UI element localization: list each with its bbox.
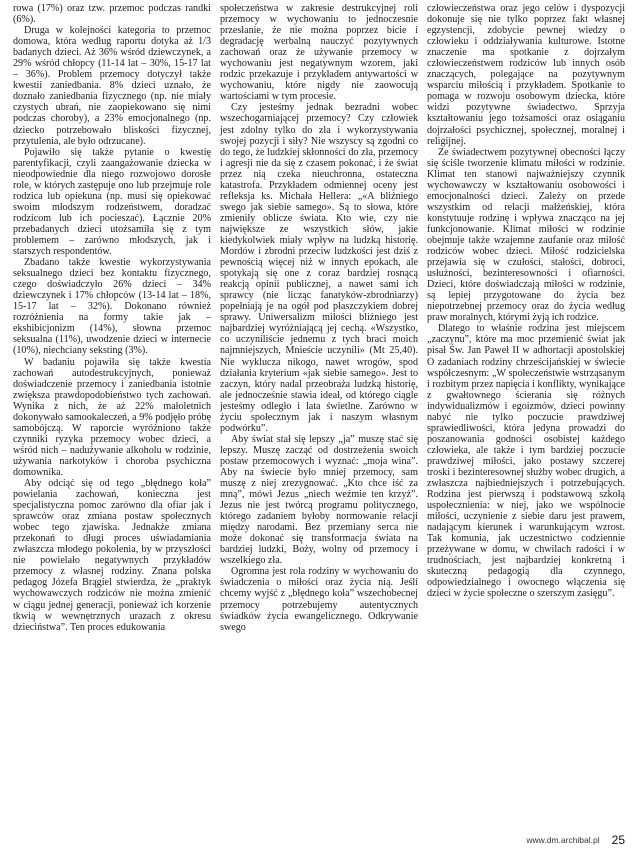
page-number: 25: [611, 833, 625, 847]
paragraph: społeczeństwa w zakresie destrukcyjnej roli przemocy w wychowaniu to jednoczesnie przesłanie, że nie można poprzez bicie i degradację werbalną nauczyć pozytywnych zachowań oraz że używanie przemocy w wychowaniu jest negatywnym wzorem, jaki rodzic przekazuje i przykładem antywartości w wychowaniu, które nigdy nie zaowocują wartościami w tym procesie.: [220, 3, 418, 103]
paragraph: Aby świat stał się lepszy „ja” muszę stać się lepszy. Muszę zacząć od dostrzeżenia swoich postaw przemocowych i wyznać: „moja wina”. Aby na świecie było mniej przemocy, sam muszę z niej zrezygnować. „Kto chce iść za mną”, mówi Jezus „niech weźmie ten krzyż”. Jezus nie jest twórcą programu politycznego, którego zadaniem byłoby normowanie relacji między narodami. Bez przemiany serca nie może dokonać się transformacja świata na bardziej ludzki, Boży, wolny od przemocy i wszelkiego zła.: [220, 433, 418, 567]
paragraph: Zbadano także kwestie wykorzystywania seksualnego dzieci bez kontaktu fizycznego, czego doświadczyło 26% dzieci – 34% dziewczynek i 17% chłopców (13-14 lat – 18%, 15-17 lat – 32%). Dokonano również rozróżnienia na formy takie jak – ekshibicjonizm (14%), słowna przemoc seksualna (11%), uwodzenie dzieci w internecie (10%), niechciany seksting (3%).: [13, 257, 211, 357]
footer-url[interactable]: www.dm.archibal.pl: [526, 835, 600, 845]
paragraph: rowa (17%) oraz tzw. przemoc podczas randki (6%).: [13, 3, 211, 26]
paragraph: Aby odciąć się od tego „błędnego koła” powielania zachowań, konieczna jest specjalistyczna pomoc zarówno dla ofiar jak i sprawców oraz zmiana postaw społecznych wobec tego zjawiska. Jednakże zmiana przekonań to długi proces uświadamiania zwłaszcza młodego pokolenia, by w przyszłości nie powielało negatywnych przykładów przemocy z własnej rodziny. Znana polska pedagog Józefa Brągiel stwierdza, że „praktyk wychowawczych rodziców nie można zmienić w ciągu jednej generacji, ponieważ ich korzenie tkwią w wewnętrznych urazach z okresu dzieciństwa”. Ten proces edukowania: [13, 478, 211, 633]
article-body: [13, 3, 625, 823]
text-column-middle: [220, 3, 418, 823]
paragraph: Dlatego to właśnie rodzina jest miejscem „zaczynu”, które ma moc przemienić świat jak pisał Św. Jan Paweł II w adhortacji apostolskiej O zadaniach rodziny chrześcijańskiej w świecie współczesnym: „W społeczeństwie wstrząsanym i rozbitym przez napięcia i konflikty, wynikające z gwałtownego ścierania się różnych indywidualizmów i egoizmów, dzieci powinny nabyć nie tylko poczucie prawdziwej sprawiedliwości, która jedyna prowadzi do poszanowania godności osobistej każdego człowieka, ale także i tym bardziej poczucie prawdziwej miłości, jako postawy szczerej troski i bezinteresownej służby wobec drugich, a zwłaszcza najbiedniejszych i potrzebujących. Rodzina jest pierwszą i podstawową szkołą uspołecznienia: w niej, jako we wspólnocie miłości, uczynienie z siebie daru jest prawem, nadającym kierunek i warunkującym wzrost. Tak komunia, jak uczestnictwo codziennie przeżywane w domu, w chwilach radości i w trudnościach, jest najbardziej konkretną i skuteczną pedagogią dla czynnego, odpowiedzialnego i owocnego włączenia się dzieci w życie społeczne o szerszym zasięgu”.: [427, 323, 625, 600]
paragraph: człowieczeństwa oraz jego celów i dyspozycji dokonuje się nie tylko poprzez fakt własnej egzystencji, zdobycie pewnej wiedzy o człowieku i oddziaływania kulturowe. Istotne znaczenie ma spotkanie z dojrzałym człowieczeństwem rodziców lub innych osób znaczących, polegające na pozytywnym wsparciu miłością i przykładem. Spotkanie to pomaga w rozwoju osobowym dziecka, które widzi pozytywne świadectwo. Sprzyja kształtowaniu jego tożsamości oraz osiąganiu dojrzałości psychicznej, społecznej, moralnej i religijnej.: [427, 3, 625, 147]
paragraph: Czy jesteśmy jednak bezradni wobec wszechogarniającej przemocy? Czy człowiek jest zdolny tylko do zła i wykorzystywania swojej pozycji i siły? Nie wszyscy są zgodni co do tego, że ludzkiej skłonności do zła, przemocy i agresji nie da się z czasem pokonać, i że świat przez nią czeka nieuchronna, ostateczna katastrofa. Przykładem odmiennej oceny jest refleksja ks. Michała Hellera: „«A bliźniego swego jak siebie samego». Są to słowa, które zmieniły oblicze świata. Kto wie, czy nie największe ze wszystkich słów, jakie kiedykolwiek miały wpływ na ludzką historię. Mordów i zbrodni przeciw ludzkości jest dziś z pewnością więcej niż w innych epokach, ale spotykają się one z coraz bardziej rosnącą reakcją opinii publicznej, a nawet sami ich sprawcy (nie licząc fanatyków-zbrodniarzy) popełniają je na ogół pod płaszczykiem dobrej sprawy. Uniwersalizm miłości bliźniego jest najbardziej wyróżniającą jej cechą. «Wszystko, co uczyniliście jednemu z tych braci moich najmniejszych, Mnieście uczynili» (Mt 25,40). Nie wyklucza nikogo, nawet wrogów, spod działania kryterium «jak siebie samego». Jest to zaczyn, który nadal przeobraża ludzką historię, ale jednocześnie stawia ideał, od którego ciągle jesteśmy odległo i lata świetlne. Zarówno w życiu społecznym jak i naszym własnym podwórku”.: [220, 102, 418, 434]
paragraph: Druga w kolejności kategoria to przemoc domowa, która według raportu dotyka aż 1/3 badanych dzieci. Aż 36% wśród dziewczynek, a 29% wśród chłopcy (11-14 lat – 30%, 15-17 lat – 36%). Problem przemocy dotyczył także kwestii zaniedbania. 8% dzieci uznało, że doznało zaniedbania fizycznego (np. nie miały czystych ubrań, nie zaopiekowano się nimi podczas choroby), a 23% emocjonalnego (np. dziecko potrzebowało bliskości fizycznej, przytulenia, ale było odrzucane).: [13, 25, 211, 147]
text-column-left: [13, 3, 211, 823]
paragraph: Pojawiło się także pytanie o kwestię parentyfikacji, czyli zaangażowanie dziecka w nieodpowiednie dla niego rozwojowo dorosłe role, w których zastępuje ono lub przejmuje role rodzica lub opiekuna (np. musi się opiekować swoim młodszym rodzeństwem, doradzać rodzicom lub ich pocieszać). Łącznie 20% przebadanych dzieci utożsamiła się z tym problemem – zarówno młodszych, jak i starszych respondentów.: [13, 146, 211, 258]
page-footer: [13, 833, 625, 847]
paragraph: Ze świadectwem pozytywnej obecności łączy się ściśle tworzenie klimatu miłości w rodzinie. Klimat ten stanowi najważniejszy czynnik wychowawczy w kształtowaniu osobowości i emocjonalności dzieci. Zależy on przede wszystkim od relacji małżeńskiej, która konstytuuje rodzinę i wpływa znacząco na jej funkcjonowanie. Klimat miłości w rodzinie obejmuje także wzajemne zaufanie oraz miłość rodziców wobec dzieci. Miłość rodzicielska przejawia się w czułości, stałości, dobroci, usłużności, bezinteresowności i ofiarności. Dzieci, które doświadczają miłości w rodzinie, są lepiej przygotowane do życia bez niepotrzebnej przemocy oraz do życia według praw moralnych, którymi żyją ich rodzice.: [427, 146, 625, 324]
paragraph: Ogromna jest rola rodziny w wychowaniu do świadczenia o miłości oraz życia nią. Jeśli chcemy wyjść z „błędnego koła” wszechobecnej przemocy potrzebujemy autentycznych świadków życia ewangelicznego. Odkrywanie swego: [220, 566, 418, 633]
paragraph: W badaniu pojawiła się także kwestia zachowań autodestrukcyjnych, ponieważ doświadczenie przemocy i zaniedbania istotnie zwiększa prawdopodobieństwo tych zachowań. Wynika z nich, że aż 22% małoletnich dokonywało samookaleczeń, a 9% podjęło próbę samobójczą. W raporcie wyróżniono także czynniki ryzyka przemocy wobec dzieci, a wśród nich – nadużywanie alkoholu w rodzinie, używania narkotyków i choroba psychiczna domownika.: [13, 356, 211, 478]
text-column-right: [427, 3, 625, 823]
